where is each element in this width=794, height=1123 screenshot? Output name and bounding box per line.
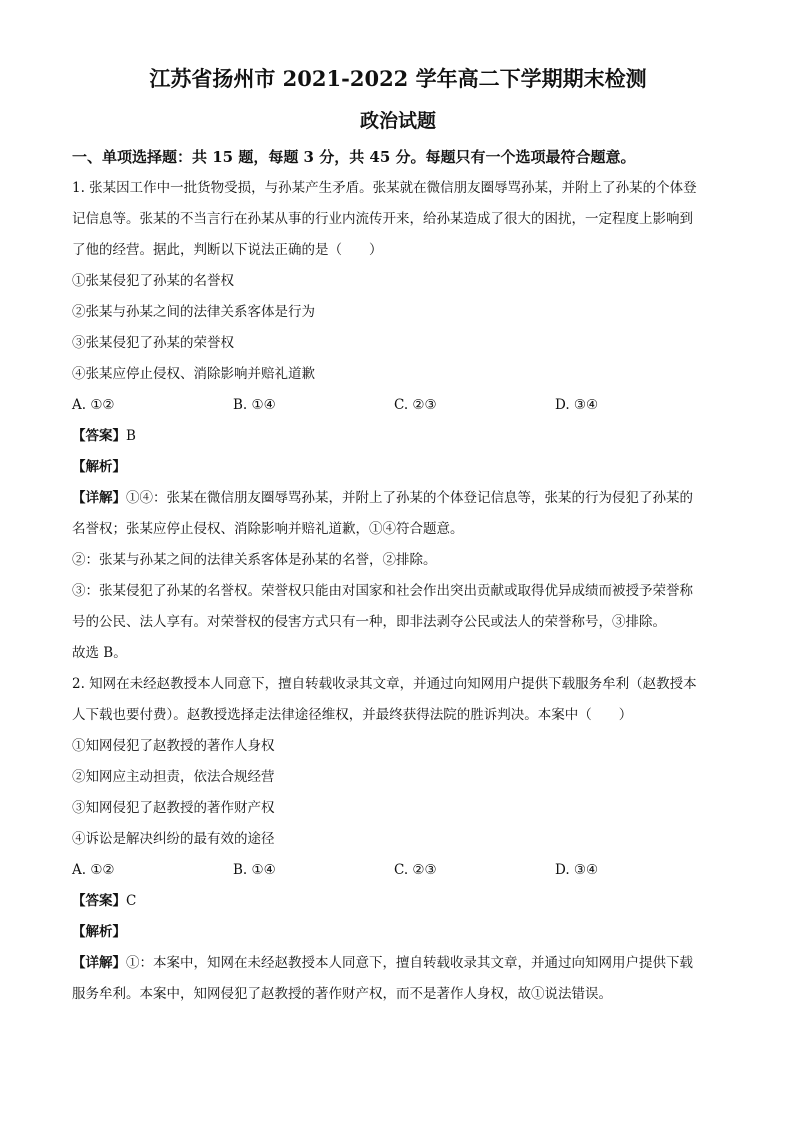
q1-conclusion: 故选 B。 xyxy=(72,645,127,661)
q1-detail-line-5: 号的公民、法人享有。对荣誉权的侵害方式只有一种，即非法剥夺公民或法人的荣誉称号，③排除。 xyxy=(72,614,666,630)
q1-detail-text: ①④：张某在微信朋友圈辱骂孙某，并附上了孙某的个体登记信息等，张某的行为侵犯了孙某的 xyxy=(126,490,693,506)
q1-statement: ②张某与孙某之间的法律关系客体是行为 xyxy=(72,304,315,320)
q1-answer xyxy=(72,421,724,452)
q2-statement: ③知网侵犯了赵教授的著作财产权 xyxy=(72,800,275,816)
q2-option-d: D. ③④ xyxy=(555,862,599,878)
q2-stem-line-1: 2. 知网在未经赵教授本人同意下，擅自转载收录其文章，并通过向知网用户提供下载服务牟利（赵教授本 xyxy=(72,676,697,692)
q2-answer-value: C xyxy=(126,893,137,909)
q2-stem-line-2: 人下载也要付费）。赵教授选择走法律途径维权，并最终获得法院的胜诉判决。本案中（ ） xyxy=(72,707,633,723)
q2-option-b: B. ①④ xyxy=(233,862,276,878)
q2-options xyxy=(72,855,724,886)
q2-answer-label: 【答案】 xyxy=(72,893,126,909)
question-1 xyxy=(72,173,724,669)
q1-stem-line-1: 1. 张某因工作中一批货物受损，与孙某产生矛盾。张某就在微信朋友圈辱骂孙某，并附上了孙某的个体登 xyxy=(72,180,697,196)
q2-analysis-label: 【解析】 xyxy=(72,924,126,940)
q2-option-c: C. ②③ xyxy=(394,862,437,878)
q1-analysis xyxy=(72,452,724,483)
q2-detail-label: 【详解】 xyxy=(72,955,126,971)
q1-detail-line-2: 名誉权；张某应停止侵权、消除影响并赔礼道歉，①④符合题意。 xyxy=(72,521,464,537)
q1-option-d: D. ③④ xyxy=(555,397,599,413)
document-subtitle: 政治试题 xyxy=(359,110,436,132)
q1-option-b: B. ①④ xyxy=(233,397,276,413)
q1-answer-value: B xyxy=(126,428,136,444)
q2-statement: ④诉讼是解决纠纷的最有效的途径 xyxy=(72,831,275,847)
q1-stem-line-2: 记信息等。张某的不当言行在孙某从事的行业内流传开来，给孙某造成了很大的困扰，一定程度上影响到 xyxy=(72,211,693,227)
q2-analysis xyxy=(72,917,724,948)
question-2 xyxy=(72,669,724,1010)
q1-statement: ④张某应停止侵权、消除影响并赔礼道歉 xyxy=(72,366,315,382)
document-title: 江苏省扬州市 2021-2022 学年高二下学期期末检测 xyxy=(149,66,647,91)
q1-statement: ③张某侵犯了孙某的荣誉权 xyxy=(72,335,234,351)
q2-statement: ②知网应主动担责，依法合规经营 xyxy=(72,769,275,785)
q2-statement: ①知网侵犯了赵教授的著作人身权 xyxy=(72,738,275,754)
q2-answer xyxy=(72,886,724,917)
q1-options xyxy=(72,390,724,421)
q2-detail-line-1 xyxy=(72,948,724,979)
q1-detail-line-4: ③：张某侵犯了孙某的名誉权。荣誉权只能由对国家和社会作出突出贡献或取得优异成绩而被授予荣誉称 xyxy=(72,583,693,599)
q2-option-a: A. ①② xyxy=(72,862,115,878)
q2-detail-line-2: 服务牟利。本案中，知网侵犯了赵教授的著作财产权，而不是著作人身权，故①说法错误。 xyxy=(72,986,612,1002)
q1-stem-line-3: 了他的经营。据此，判断以下说法正确的是（ ） xyxy=(72,242,383,258)
document-page xyxy=(72,62,724,1010)
q1-analysis-label: 【解析】 xyxy=(72,459,126,475)
q1-answer-label: 【答案】 xyxy=(72,428,126,444)
q1-option-a: A. ①② xyxy=(72,397,115,413)
q1-detail-line-3: ②：张某与孙某之间的法律关系客体是孙某的名誉，②排除。 xyxy=(72,552,437,568)
section-heading: 一、单项选择题：共 15 题，每题 3 分，共 45 分。每题只有一个选项最符合题意。 xyxy=(72,148,636,166)
q1-option-c: C. ②③ xyxy=(394,397,437,413)
q1-statement: ①张某侵犯了孙某的名誉权 xyxy=(72,273,234,289)
q1-detail-line-1 xyxy=(72,483,724,514)
q2-detail-text: ①：本案中，知网在未经赵教授本人同意下，擅自转载收录其文章，并通过向知网用户提供下载 xyxy=(126,955,693,971)
q1-detail-label: 【详解】 xyxy=(72,490,126,506)
